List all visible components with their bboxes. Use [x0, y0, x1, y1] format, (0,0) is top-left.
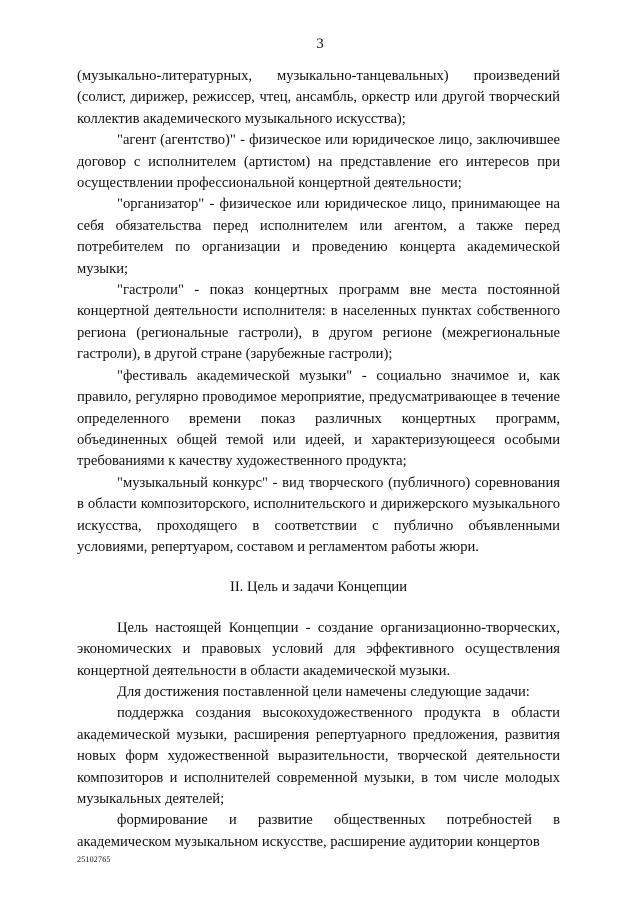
paragraph: "организатор" - физическое или юридическое лицо, принимающее на себя обязательства перед исполнителем или агентом, а также перед потребителем по организации и проведению концерта академической музыки;	[77, 196, 560, 277]
goals-section	[77, 618, 560, 853]
paragraph: "музыкальный конкурс" - вид творческого (публичного) соревнования в области композиторского, исполнительского и дирижерского музыкального искусства, проходящего в соответствии с публично объявленными условиями, репертуаром, составом и регламентом работы жюри.	[77, 474, 560, 555]
document-code: 25102765	[77, 855, 111, 864]
paragraph: "агент (агентство)" - физическое или юридическое лицо, заключившее договор с исполнителем (артистом) на представление его интересов при осуществлении профессиональной концертной деятельности;	[77, 132, 560, 192]
paragraph: (музыкально-литературных, музыкально-танцевальных) произведений (солист, дирижер, режиссер, чтец, ансамбль, оркестр или другой творческий коллектив академического музыкального искусства);	[77, 68, 560, 127]
paragraph: "гастроли" - показ концертных программ вне места постоянной концертной деятельности исполнителя: в населенных пунктах собственного региона (региональные гастроли), в другом регионе (межрегиональные гастроли), в другой стране (зарубежные гастроли);	[77, 282, 560, 363]
document-body	[77, 66, 560, 853]
paragraph: поддержка создания высокохудожественного продукта в области академической музыки, расширения репертуарного предложения, развития новых форм художественной выразительности, творческой деятельности композиторов и исполнителей современной музыки, в том числе молодых музыкальных деятелей;	[77, 705, 560, 807]
paragraph: формирование и развитие общественных потребностей в академическом музыкальном искусстве, расширение аудитории концертов	[77, 812, 560, 850]
section-heading: II. Цель и задачи Концепции	[229, 579, 408, 596]
paragraph: Для достижения поставленной цели намечены следующие задачи:	[117, 683, 530, 700]
paragraph: "фестиваль академической музыки" - социально значимое и, как правило, регулярно проводимое мероприятие, предусматривающее в течение определенного времени показ различных концертных программ, объединенных общей темой или идеей, и характеризующееся особыми требованиями к качеству художественного продукта;	[77, 367, 560, 470]
page-number: 3	[316, 36, 324, 52]
definitions-section	[77, 66, 560, 558]
paragraph: Цель настоящей Концепции - создание организационно-творческих, экономических и правовых условий для эффективного осуществления концертной деятельности в области академической музыки.	[77, 619, 560, 679]
